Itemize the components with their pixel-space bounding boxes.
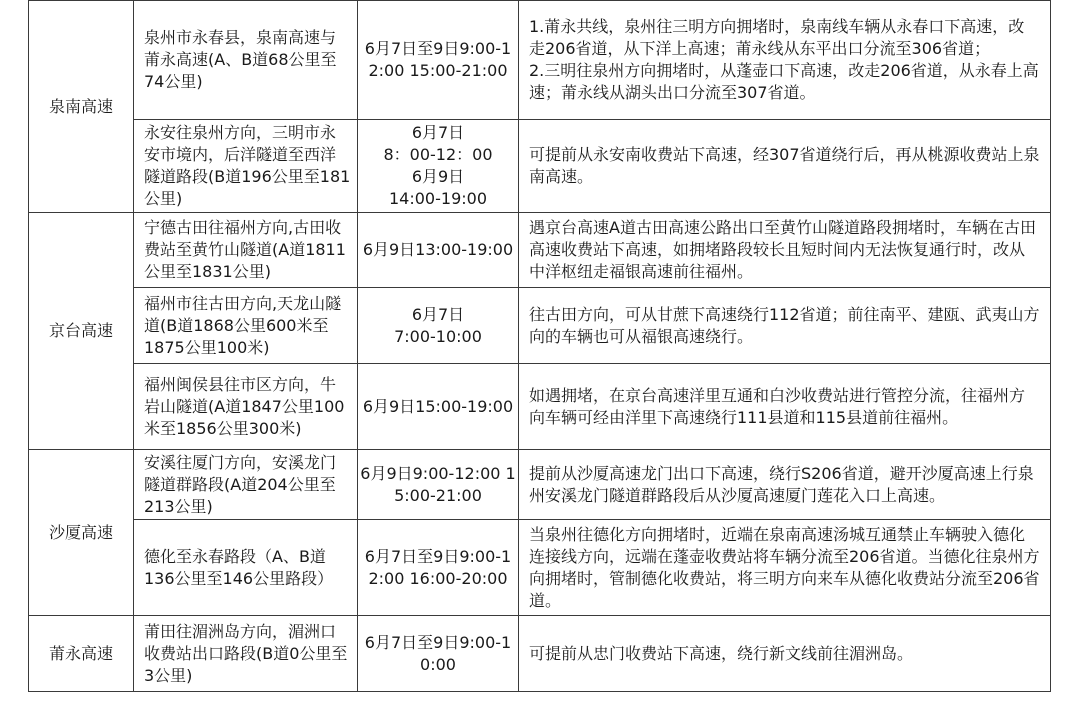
section-text: 泉州市永春县，泉南高速与莆永高速(A、B道68公里至74公里) xyxy=(144,28,337,91)
plan-text: 当泉州往德化方向拥堵时，近端在泉南高速汤城互通禁止车辆驶入德化连接线方向，远端在蓬壶收费站将车辆分流至206省道。当德化往泉州方向拥堵时，管制德化收费站，将三明方向来车从德化收费站分流至206省道。 xyxy=(529,524,1040,610)
plan-cell xyxy=(519,364,1051,450)
highway-name: 泉南高速 xyxy=(48,96,113,116)
highway-name: 京台高速 xyxy=(48,321,113,340)
section-text: 德化至永春路段（A、B道136公里至146公里路段） xyxy=(144,546,334,588)
table-row xyxy=(29,1,1051,120)
section-cell xyxy=(134,364,358,450)
table-row xyxy=(29,213,1051,288)
plan-text: 1.莆永共线，泉州往三明方向拥堵时，泉南线车辆从永春口下高速，改走206省道，从下洋上高速；莆永线从东平出口分流至306省道； 2.三明往泉州方向拥堵时，从蓬壶口下高速，改走206省道，从永春上高速；莆永线从湖头出口分流至307省道。 xyxy=(529,17,1039,102)
section-cell xyxy=(134,288,358,364)
plan-cell xyxy=(519,1,1051,120)
time-text: 6月9日13:00-19:00 xyxy=(362,240,514,259)
section-cell xyxy=(134,520,358,616)
time-cell xyxy=(358,1,519,120)
plan-text: 遇京台高速A道古田高速公路出口至黄竹山隧道路段拥堵时，车辆在古田高速收费站下高速，如拥堵路段较长且短时间内无法恢复通行时，改从中洋枢纽走福银高速前往福州。 xyxy=(529,218,1036,281)
time-cell xyxy=(358,450,519,520)
section-text: 莆田往湄洲岛方向，湄洲口收费站出口路段(B道0公里至3公里) xyxy=(144,621,348,685)
section-text: 福州市往古田方向,天龙山隧道(B道1868公里600米至1875公里100米) xyxy=(144,293,342,357)
section-text: 福州闽侯县往市区方向，牛岩山隧道(A道1847公里100米至1856公里300米) xyxy=(144,374,345,438)
time-cell xyxy=(358,213,519,288)
plan-cell xyxy=(519,616,1051,692)
table-row xyxy=(29,520,1051,616)
plan-cell xyxy=(519,120,1051,213)
plan-text: 提前从沙厦高速龙门出口下高速，绕行S206省道，避开沙厦高速上行泉州安溪龙门隧道群路段后从沙厦高速厦门莲花入口上高速。 xyxy=(529,463,1034,505)
time-cell xyxy=(358,364,519,450)
section-cell xyxy=(134,616,358,692)
highway-cell xyxy=(29,450,134,616)
table-row xyxy=(29,288,1051,364)
plan-cell xyxy=(519,213,1051,288)
highway-name: 莆永高速 xyxy=(48,643,113,663)
plan-text: 如遇拥堵，在京台高速洋里互通和白沙收费站进行管控分流，往福州方向车辆可经由洋里下高速绕行111县道和115县道前往福州。 xyxy=(529,385,1026,427)
highway-name: 沙厦高速 xyxy=(48,522,113,542)
plan-cell xyxy=(519,450,1051,520)
section-cell xyxy=(134,120,358,213)
section-cell xyxy=(134,1,358,120)
section-text: 宁德古田往福州方向,古田收费站至黄竹山隧道(A道1811公里至1831公里) xyxy=(144,218,346,281)
table-row xyxy=(29,364,1051,450)
section-text: 安溪往厦门方向，安溪龙门隧道群路段(A道204公里至213公里) xyxy=(144,452,337,516)
plan-text: 可提前从永安南收费站下高速，经307省道绕行后，再从桃源收费站上泉南高速。 xyxy=(529,145,1040,186)
section-cell xyxy=(134,450,358,520)
section-text: 永安往泉州方向，三明市永安市境内，后洋隧道至西洋隧道路段(B道196公里至181公里) xyxy=(144,123,351,208)
plan-text: 往古田方向，可从甘蔗下高速绕行112省道；前往南平、建瓯、武夷山方向的车辆也可从福银高速绕行。 xyxy=(529,304,1040,346)
time-text: 6月9日9:00-12:00 15:00-21:00 xyxy=(360,463,516,505)
time-text: 6月7日 8：00-12：00 6月9日 14:00-19:00 xyxy=(383,123,493,208)
plan-cell xyxy=(519,520,1051,616)
time-text: 6月7日至9日9:00-12:00 16:00-20:00 xyxy=(364,546,512,588)
time-cell xyxy=(358,120,519,213)
time-cell xyxy=(358,616,519,692)
time-text: 6月7日至9日9:00-10:00 xyxy=(364,632,512,674)
highway-cell xyxy=(29,1,134,213)
table-row xyxy=(29,450,1051,520)
table-row xyxy=(29,120,1051,213)
highway-cell xyxy=(29,616,134,692)
plan-cell xyxy=(519,288,1051,364)
traffic-table xyxy=(28,0,1051,692)
highway-cell xyxy=(29,213,134,450)
section-cell xyxy=(134,213,358,288)
plan-text: 可提前从忠门收费站下高速，绕行新文线前往湄洲岛。 xyxy=(529,643,914,663)
table-row xyxy=(29,616,1051,692)
time-cell xyxy=(358,288,519,364)
time-text: 6月7日 7:00-10:00 xyxy=(394,304,482,346)
time-text: 6月7日至9日9:00-12:00 15:00-21:00 xyxy=(364,39,512,80)
time-cell xyxy=(358,520,519,616)
time-text: 6月9日15:00-19:00 xyxy=(362,396,514,416)
